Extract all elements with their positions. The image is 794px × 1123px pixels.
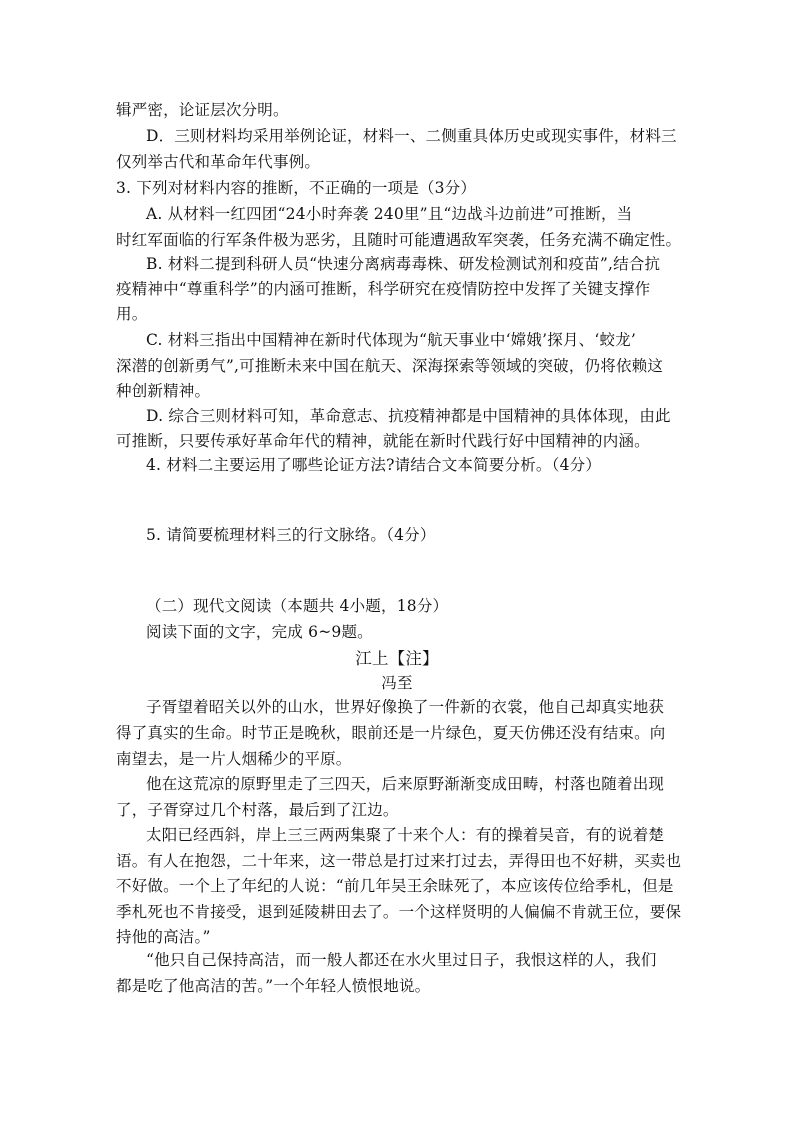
paragraph-line: 南望去，是一片人烟稀少的平原。 xyxy=(116,750,352,768)
paragraph-line: 太阳已经西斜，岸上三三两两集聚了十来个人：有的操着吴音，有的说着楚 xyxy=(146,826,665,844)
paragraph-line: 季札死也不肯接受，退到延陵耕田去了。一个这样贤明的人偏偏不肯就王位，要保 xyxy=(116,903,682,921)
text-line: 仅列举古代和革命年代事例。 xyxy=(116,153,321,171)
paragraph-line: 了，子胥穿过几个村落，最后到了江边。 xyxy=(116,801,399,819)
question-4: 4. 材料二主要运用了哪些论证方法?请结合文本简要分析。（4分） xyxy=(146,456,602,474)
option-a-line: A. 从材料一红四团“24小时奔袭 240里”且“边战斗边前进”可推断，当 xyxy=(146,205,633,223)
paragraph-line: “他只自己保持高洁，而一般人都还在水火里过日子，我恨这样的人，我们 xyxy=(146,951,657,969)
question-5: 5. 请简要梳理材料三的行文脉络。（4分） xyxy=(146,526,436,544)
passage-author: 冯至 xyxy=(381,674,413,692)
text-line: 辑严密，论证层次分明。 xyxy=(116,101,289,119)
text-line: 可推断，只要传承好革命年代的精神，就能在新时代践行好中国精神的内涵。 xyxy=(116,432,650,450)
paragraph-line: 语。有人在抱怨，二十年来，这一带总是打过来打过去，弄得田也不好耕，买卖也 xyxy=(116,852,682,870)
paragraph-line: 不好做。一个上了年纪的人说：“前几年吴王余昧死了，本应该传位给季札，但是 xyxy=(116,877,674,895)
paragraph-line: 子胥望着昭关以外的山水，世界好像换了一件新的衣裳，他自己却真实地获 xyxy=(146,698,665,716)
option-c-line: C. 材料三指出中国精神在新时代体现为“航天事业中‘嫦娥’探月、‘蛟龙’ xyxy=(146,331,636,349)
option-d2-line: D. 综合三则材料可知，革命意志、抗疫精神都是中国精神的具体体现，由此 xyxy=(146,407,671,425)
paragraph-line: 得了真实的生命。时节正是晚秋，眼前还是一片绿色，夏天仿佛还没有结束。向 xyxy=(116,724,666,742)
text-line: 用。 xyxy=(116,305,148,323)
paragraph-line: 持他的高洁。” xyxy=(116,928,211,946)
option-d-line: D．三则材料均采用举例论证，材料一、二侧重具体历史或现实事件，材料三 xyxy=(146,127,677,145)
passage-title: 江上【注】 xyxy=(355,649,439,668)
paragraph-line: 他在这荒凉的原野里走了三四天，后来原野渐渐变成田畴，村落也随着出现 xyxy=(146,775,665,793)
text-line: 种创新精神。 xyxy=(116,382,211,400)
text-line: 时红军面临的行军条件极为恶劣，且随时可能遭遇敌军突袭，任务充满不确定性。 xyxy=(116,231,682,249)
question-3: 3. 下列对材料内容的推断，不正确的一项是（3分） xyxy=(116,179,477,197)
paragraph-line: 都是吃了他高洁的苦。”一个年轻人愤恨地说。 xyxy=(116,977,431,995)
text-line: 疫精神中“尊重科学”的内涵可推断，科学研究在疫情防控中发挥了关键支撑作 xyxy=(116,280,651,298)
option-b-line: B. 材料二提到科研人员“快速分离病毒毒株、研发检测试剂和疫苗”,结合抗 xyxy=(146,255,661,273)
reading-instruction: 阅读下面的文字，完成 6~9题。 xyxy=(146,623,373,641)
section-heading: （二）现代文阅读（本题共 4小题，18分） xyxy=(146,597,449,615)
text-line: 深潜的创新勇气”,可推断未来中国在航天、深海探索等领域的突破，仍将依赖这 xyxy=(116,357,664,375)
